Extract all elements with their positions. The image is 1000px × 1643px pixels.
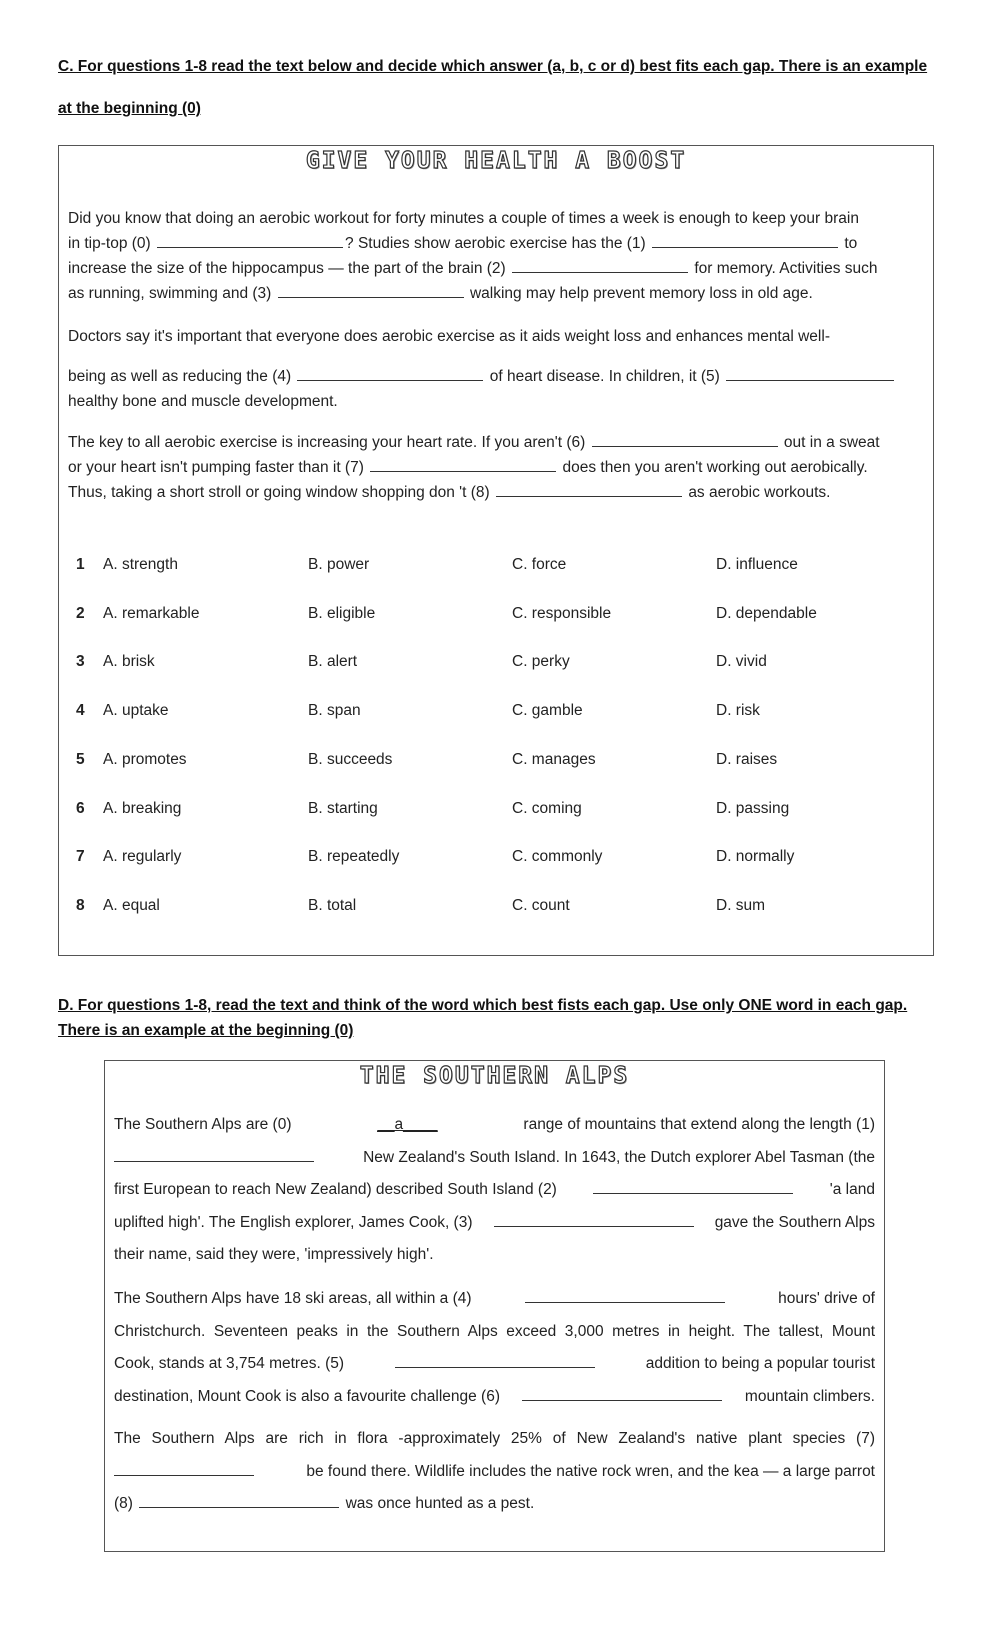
option-b[interactable]: B. power: [308, 556, 370, 573]
text-line: Doctors say it's important that everyone does aerobic exercise as it aids weight loss and enhances mental well-: [68, 328, 830, 345]
text-line: The Southern Alps have 18 ski areas, all within a (4) hours' drive of: [114, 1290, 875, 1307]
section-c-instruction-line1: C. For questions 1-8 read the text below and decide which answer (a, b, c or d) best fits each gap. There is an example: [58, 58, 928, 75]
option-row-1: [59, 556, 933, 580]
section-d-paragraph-3: [114, 1423, 875, 1521]
text-line: increase the size of the hippocampus — the part of the brain (2) for memory. Activities such: [68, 260, 878, 277]
question-number: 4: [76, 702, 85, 720]
text-line: The Southern Alps are rich in flora -approximately 25% of New Zealand's native plant species (7): [114, 1430, 875, 1447]
option-c[interactable]: C. force: [512, 556, 567, 573]
text-line: (8) was once hunted as a pest.: [114, 1495, 535, 1512]
option-a[interactable]: A. strength: [103, 556, 178, 573]
option-d[interactable]: D. dependable: [716, 604, 817, 622]
answer-gap-0[interactable]: [157, 233, 343, 248]
option-a[interactable]: A. remarkable: [103, 604, 200, 622]
question-number: 6: [76, 799, 85, 817]
text-line: their name, said they were, 'impressively high'.: [114, 1246, 434, 1263]
text-line: New Zealand's South Island. In 1643, the Dutch explorer Abel Tasman (the: [114, 1142, 875, 1175]
question-number: 5: [76, 750, 85, 768]
option-row-5: [59, 751, 933, 775]
text-line: Cook, stands at 3,754 metres. (5) addition to being a popular tourist: [114, 1355, 875, 1372]
section-c-title: GIVE YOUR HEALTH A BOOST: [305, 148, 687, 174]
answer-gap-1[interactable]: [652, 233, 838, 248]
option-b[interactable]: B. starting: [308, 799, 378, 817]
example-answer: __a____: [377, 1116, 438, 1133]
text-line: The key to all aerobic exercise is increasing your heart rate. If you aren't (6) out in a sweat: [68, 434, 880, 451]
answer-gap-d2[interactable]: [593, 1179, 793, 1194]
option-b[interactable]: B. span: [308, 702, 361, 720]
question-number: 3: [76, 653, 85, 671]
answer-gap-3[interactable]: [278, 283, 464, 298]
option-b[interactable]: B. total: [308, 896, 357, 914]
section-c-paragraph-2b: [68, 364, 926, 414]
option-d[interactable]: D. influence: [716, 556, 798, 573]
text-line: healthy bone and muscle development.: [68, 393, 338, 410]
section-d-paragraph-1: [114, 1109, 875, 1272]
answer-gap-d7[interactable]: [114, 1461, 254, 1476]
option-d[interactable]: D. risk: [716, 702, 760, 720]
text-line: Christchurch. Seventeen peaks in the Southern Alps exceed 3,000 metres in height. The tallest, Mount: [114, 1322, 875, 1340]
option-c[interactable]: C. gamble: [512, 702, 583, 720]
option-row-3: [59, 653, 933, 677]
section-c-paragraph-3: [68, 430, 926, 505]
section-d-title: THE SOUTHERN ALPS: [359, 1063, 630, 1089]
option-a[interactable]: A. breaking: [103, 799, 182, 817]
text-line: being as well as reducing the (4) of heart disease. In children, it (5): [68, 364, 926, 389]
question-number: 2: [76, 604, 85, 622]
text-line: as running, swimming and (3) walking may help prevent memory loss in old age.: [68, 285, 813, 302]
text-line: be found there. Wildlife includes the native rock wren, and the kea — a large parrot: [114, 1456, 875, 1489]
answer-gap-6[interactable]: [592, 432, 778, 447]
option-row-4: [59, 702, 933, 726]
option-d[interactable]: D. normally: [716, 848, 795, 866]
option-b[interactable]: B. alert: [308, 653, 358, 671]
option-row-8: [59, 897, 933, 921]
answer-gap-d6[interactable]: [522, 1386, 722, 1401]
option-a[interactable]: A. promotes: [103, 750, 187, 768]
text-line: in tip-top (0) ? Studies show aerobic exercise has the (1) to: [68, 235, 858, 252]
option-b[interactable]: B. eligible: [308, 604, 376, 622]
option-d[interactable]: D. vivid: [716, 653, 767, 671]
section-c-instruction-line2: at the beginning (0): [58, 100, 201, 117]
text-line: first European to reach New Zealand) described South Island (2) 'a land: [114, 1181, 875, 1198]
answer-gap-d8[interactable]: [139, 1493, 339, 1508]
option-d[interactable]: D. sum: [716, 896, 766, 914]
answer-gap-5[interactable]: [726, 366, 894, 381]
text-line: destination, Mount Cook is also a favourite challenge (6) mountain climbers.: [114, 1387, 875, 1405]
answer-gap-d1[interactable]: [114, 1147, 314, 1162]
option-a[interactable]: A. uptake: [103, 702, 169, 720]
option-c[interactable]: C. coming: [512, 799, 582, 817]
option-row-6: [59, 800, 933, 824]
option-d[interactable]: D. raises: [716, 750, 778, 768]
text-line: Did you know that doing an aerobic workout for forty minutes a couple of times a week is enough to keep your brain: [68, 210, 859, 227]
text-line: or your heart isn't pumping faster than it (7) does then you aren't working out aerobically.: [68, 459, 868, 476]
section-c-paragraph-2: [68, 324, 926, 349]
option-b[interactable]: B. succeeds: [308, 750, 393, 768]
option-c[interactable]: C. responsible: [512, 604, 612, 622]
answer-gap-8[interactable]: [496, 482, 682, 497]
answer-gap-7[interactable]: [370, 457, 556, 472]
section-d-box: [104, 1060, 885, 1552]
text-line: Thus, taking a short stroll or going window shopping don 't (8) as aerobic workouts.: [68, 484, 831, 501]
option-d[interactable]: D. passing: [716, 799, 790, 817]
option-a[interactable]: A. regularly: [103, 848, 182, 866]
answer-gap-d3[interactable]: [494, 1212, 694, 1227]
section-d-paragraph-2: [114, 1283, 875, 1413]
text-line: uplifted high'. The English explorer, James Cook, (3) gave the Southern Alps: [114, 1213, 875, 1231]
question-number: 7: [76, 848, 85, 866]
option-a[interactable]: A. brisk: [103, 653, 155, 671]
section-d-instruction-line2: There is an example at the beginning (0): [58, 1022, 354, 1039]
answer-gap-2[interactable]: [512, 258, 688, 273]
answer-gap-4[interactable]: [297, 366, 483, 381]
option-c[interactable]: C. perky: [512, 653, 570, 671]
option-row-2: [59, 605, 933, 629]
option-a[interactable]: A. equal: [103, 896, 160, 914]
answer-gap-d4[interactable]: [525, 1288, 725, 1303]
question-number: 1: [76, 556, 85, 573]
answer-gap-d5[interactable]: [395, 1353, 595, 1368]
section-c-paragraph-1: [68, 206, 926, 306]
option-c[interactable]: C. manages: [512, 750, 596, 768]
section-c-box: [58, 145, 934, 956]
option-row-7: [59, 848, 933, 872]
section-d-instruction-line1: D. For questions 1-8, read the text and think of the word which best fists each gap. Use only ONE word in each gap.: [58, 997, 908, 1014]
question-number: 8: [76, 896, 85, 914]
option-b[interactable]: B. repeatedly: [308, 848, 400, 866]
option-c[interactable]: C. count: [512, 896, 570, 914]
text-line: The Southern Alps are (0) __a____ range of mountains that extend along the length (1): [114, 1109, 875, 1142]
option-c[interactable]: C. commonly: [512, 848, 603, 866]
